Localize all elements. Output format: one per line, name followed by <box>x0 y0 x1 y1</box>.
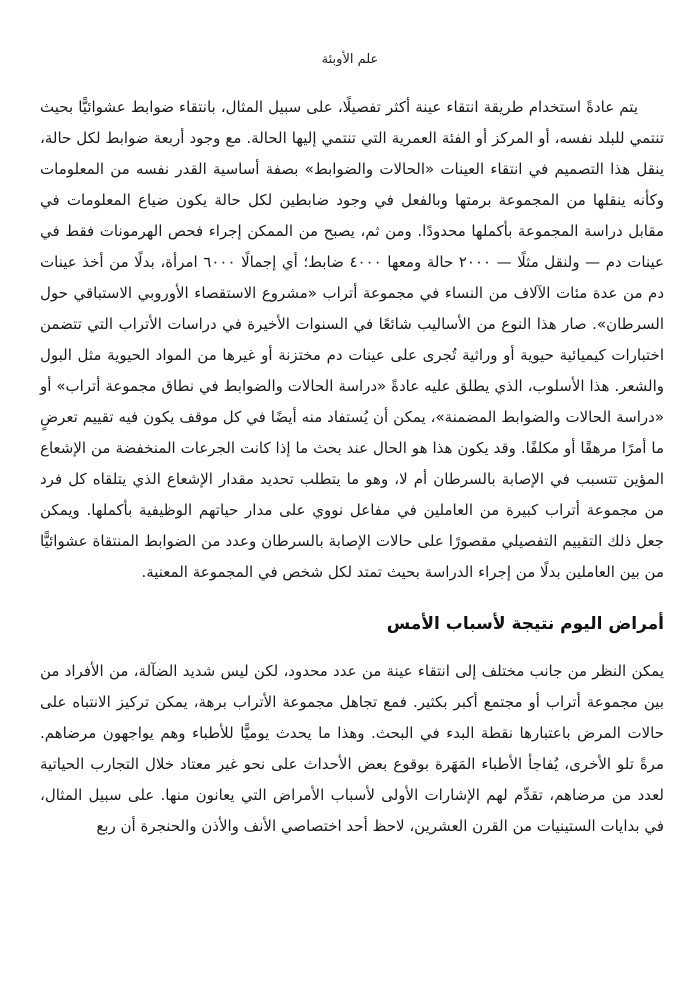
body-paragraph: يتم عادةً استخدام طريقة انتقاء عينة أكثر تفصيلًا، على سبيل المثال، بانتقاء ضوابط عشوائيًّا بحيث تنتمي للبلد نفسه، أو المركز أو الفئة العمرية التي تنتمي إليها الحالة. مع وجود أربعة ضوابط لكل حالة، ينقل هذا التصميم في انتقاء العينات «الحالات والضوابط» بصفة أساسية القدر نفسه من المعلومات وكأنه ينقلها من المجموعة برمتها وبالفعل في وجود ضابطين لكل حالة يكون ضياع المعلومات في مقابل دراسة المجموعة بأكملها محدودًا. ومن ثم، يصبح من الممكن إجراء فحص الهرمونات فقط في عينات دم — ولنقل مثلًا — ٢٠٠٠ حالة ومعها ٤٠٠٠ ضابط؛ أي إجمالًا ٦٠٠٠ امرأة، بدلًا من أخذ عينات دم من عدة مئات الآلاف من النساء في مجموعة أتراب «مشروع الاستقصاء الأوروبي الاستباقي حول السرطان». صار هذا النوع من الأساليب شائعًا في السنوات الأخيرة في دراسات الأتراب التي تتضمن اختبارات كيميائية حيوية أو وراثية تُجرى على عينات دم مختزنة أو غيرها من المواد الحيوية مثل البول والشعر. هذا الأسلوب، الذي يطلق عليه عادةً «دراسة الحالات والضوابط في نطاق مجموعة أتراب» أو «دراسة الحالات والضوابط المضمنة»، يمكن أن يُستفاد منه أيضًا في كل موقف يكون فيه تقييم تعرضٍ ما أمرًا مرهقًا أو مكلفًا. وقد يكون هذا هو الحال عند بحث ما إذا كانت الجرعات المنخفضة من الإشعاع المؤين تتسبب في الإصابة بالسرطان أم لا، وهو ما يتطلب تحديد مقدار الإشعاع الذي يتلقاه كل فرد من مجموعة أتراب كبيرة من العاملين في مفاعل نووي على مدار حياتهم الوظيفية بأكملها. ويمكن جعل ذلك التقييم التفصيلي مقصورًا على حالات الإصابة بالسرطان وعدد من الضوابط المنتقاة عشوائيًّا من بين العاملين بدلًا من إجراء الدراسة بحيث تمتد لكل شخص في المجموعة المعنية. <box>40 98 664 581</box>
section-heading: أمراض اليوم نتيجة لأسباب الأمس <box>386 614 664 634</box>
page-body <box>40 92 664 842</box>
body-paragraph: يمكن النظر من جانب مختلف إلى انتقاء عينة من عدد محدود، لكن ليس شديد الضآلة، من الأفراد من بين مجموعة أتراب أو مجتمع أكبر بكثير. فمع تجاهل مجموعة الأتراب برهة، يمكن تركيز الانتباه على حالات المرض باعتبارها نقطة البدء في البحث. وهذا ما يحدث يوميًّا للأطباء وهم يواجهون مرضاهم. مرةً تلو الأخرى، يُفاجأ الأطباء المَهَرة بوقوع بعض الأحداث على نحو غير معتاد خلال التجارب الحياتية لعدد من مرضاهم، تقدِّم لهم الإشارات الأولى لأسباب الأمراض التي يعانون منها. على سبيل المثال، في بدايات الستينيات من القرن العشرين، لاحظ أحد اختصاصي الأنف والأذن والحنجرة أن ربع <box>40 662 664 835</box>
running-header: علم الأوبئة <box>321 52 379 67</box>
